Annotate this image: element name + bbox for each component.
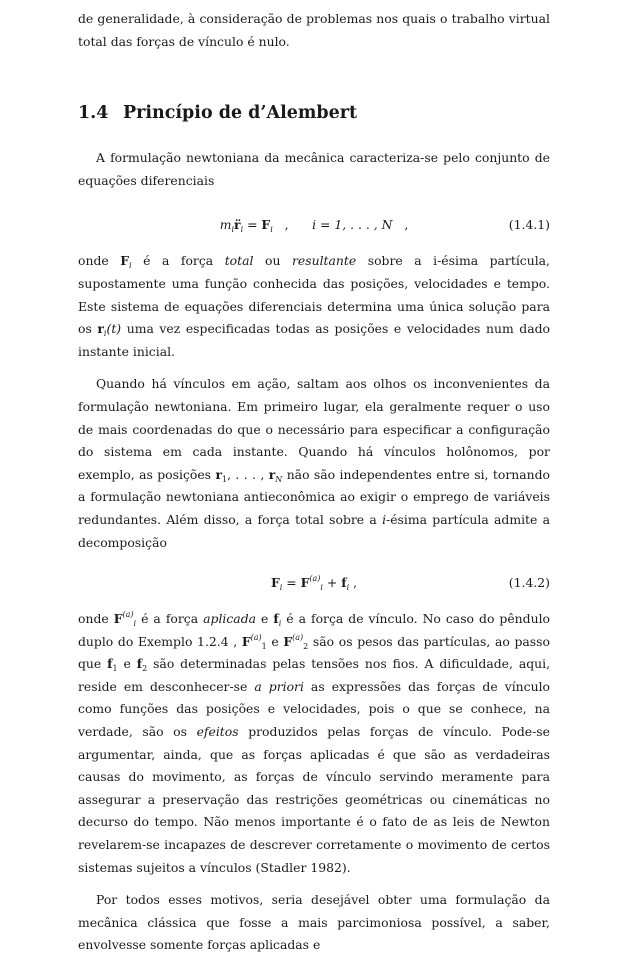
equation-1-4-1 — [78, 214, 550, 236]
continuation-paragraph: de generalidade, à consideração de problemas nos quais o trabalho virtual total das forças de vínculo é nulo. — [78, 11, 550, 49]
paragraph-applied-forces: onde $F^{(a)}_i$ é a força aplicada e $f_i$ é a força de vínculo. No caso do pêndulo duplo do Exemplo 1.2.4 , $F^{(a)}_1$ e $F^{(a)}_2$ são os pesos das partículas, ao passo que $f_1$ e $f_2$ são determinadas pelas tensões nos fios. A dificuldade, aqui, reside em desconhecer-se a priori as expressões das forças de vínculo como funções das posições e velocidades, pois o que se conhece, na verdade, são os efeitos produzidos pelas forças de vínculo. Pode-se argumentar, ainda, que as forças aplicadas é que são as verdadeiras causas do movimento, as forças de vínculo servindo meramente para assegurar a preservação das restrições geométricas ou cinemáticas no decurso do tempo. Não menos importante é o fato de as leis de Newton revelarem-se incapazes de descrever corretamente o movimento de certos sistemas sujeitos a vínculos (Stadler 1982). — [78, 610, 551, 875]
equation-body: $F_i = F^{(a)}_i + f_i$ , — [270, 574, 358, 593]
equation-body: $m_ir̈_i = F_i$ , i = 1, . . . , N , — [219, 217, 409, 235]
section-number: 1.4 — [78, 103, 109, 124]
equation-1-4-2 — [78, 572, 550, 594]
section-title: Princípio de d’Alembert — [123, 103, 358, 124]
page-content — [78, 8, 550, 957]
equation-number: (1.4.2) — [508, 575, 550, 591]
section-heading — [78, 101, 550, 125]
paragraph-force-definition: onde $F_i$ é a força total ou resultante sobre a i-ésima partícula, supostamente uma função conhecida das posições, velocidades e tempo. Este sistema de equações diferenciais determina uma única solução para os $r_i(t)$ uma vez especificadas todas as posições e velocidades num dado instante inicial. — [78, 253, 550, 359]
paragraph-intro: A formulação newtoniana da mecânica caracteriza-se pelo conjunto de equações diferenciais — [78, 150, 550, 188]
paragraph-constraints: Quando há vínculos em ação, saltam aos olhos os inconvenientes da formulação newtoniana. Em primeiro lugar, ela geralmente requer o uso de mais coordenadas do que o necessário para especificar a configuração do sistema em cada instante. Quando há vínculos holônomos, por exemplo, as posições $r_1$, . . . , $r_N$ não são independentes entre si, tornando a formulação newtoniana antieconômica ao exigir o emprego de variáveis redundantes. Além disso, a força total sobre a i-ésima partícula admite a decomposição — [78, 376, 550, 550]
paragraph-motivation: Por todos esses motivos, seria desejável obter uma formulação da mecânica clássica que fosse a mais parcimoniosa possível, a saber, envolvesse somente forças aplicadas e — [78, 892, 550, 953]
equation-number: (1.4.1) — [508, 217, 550, 233]
